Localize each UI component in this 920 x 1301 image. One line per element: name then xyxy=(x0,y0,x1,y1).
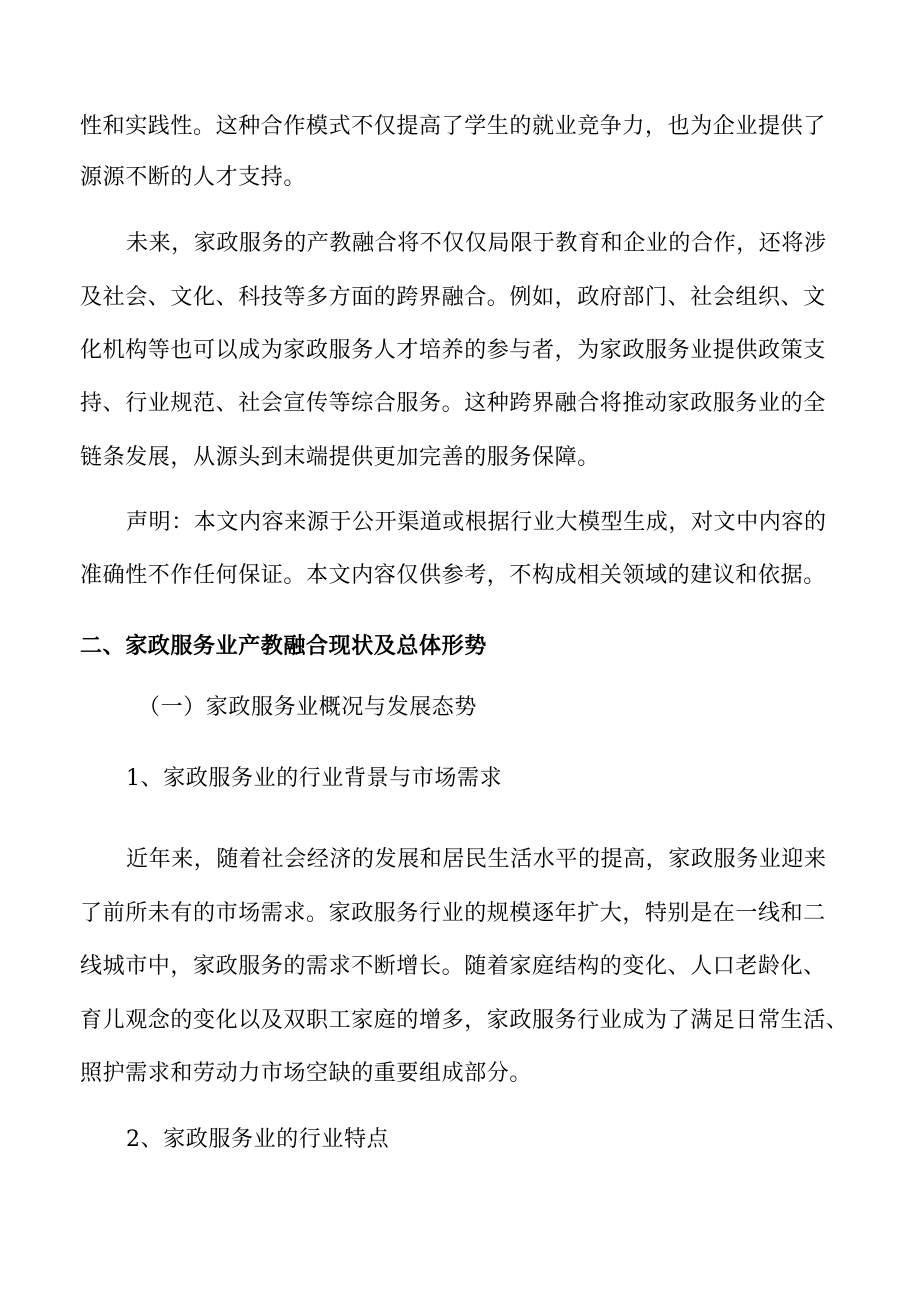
paragraph-line: 链条发展，从源头到末端提供更加完善的服务保障。 xyxy=(80,445,600,470)
item-heading: 2、家政服务业的行业特点 xyxy=(126,1127,390,1152)
item-heading: 1、家政服务业的行业背景与市场需求 xyxy=(126,766,503,791)
paragraph-line: 线城市中，家政服务的需求不断增长。随着家庭结构的变化、人口老龄化、 xyxy=(80,954,826,979)
paragraph-line: 育儿观念的变化以及双职工家庭的增多，家政服务行业成为了满足日常生活、 xyxy=(80,1008,849,1033)
paragraph-line: 未来，家政服务的产教融合将不仅仅局限于教育和企业的合作，还将涉 xyxy=(126,231,827,256)
paragraph-line: 持、行业规范、社会宣传等综合服务。这种跨界融合将推动家政服务业的全 xyxy=(80,391,826,416)
paragraph-line: 照护需求和劳动力市场空缺的重要组成部分。 xyxy=(80,1061,533,1086)
paragraph-line: 源源不断的人才支持。 xyxy=(80,165,307,190)
paragraph-line: 了前所未有的市场需求。家政服务行业的规模逐年扩大，特别是在一线和二 xyxy=(80,901,826,926)
paragraph-line: 化机构等也可以成为家政服务人才培养的参与者，为家政服务业提供政策支 xyxy=(80,338,826,363)
paragraph-line: 近年来，随着社会经济的发展和居民生活水平的提高，家政服务业迎来 xyxy=(126,847,827,872)
paragraph-line: 及社会、文化、科技等多方面的跨界融合。例如，政府部门、社会组织、文 xyxy=(80,285,826,310)
statement-line: 声明：本文内容来源于公开渠道或根据行业大模型生成，对文中内容的 xyxy=(126,510,827,535)
section-heading: 二、家政服务业产教融合现状及总体形势 xyxy=(80,633,487,659)
paragraph-line: 性和实践性。这种合作模式不仅提高了学生的就业竞争力，也为企业提供了 xyxy=(80,114,826,139)
statement-line: 准确性不作任何保证。本文内容仅供参考，不构成相关领域的建议和依据。 xyxy=(80,563,826,588)
subsection-heading: （一）家政服务业概况与发展态势 xyxy=(138,695,478,720)
